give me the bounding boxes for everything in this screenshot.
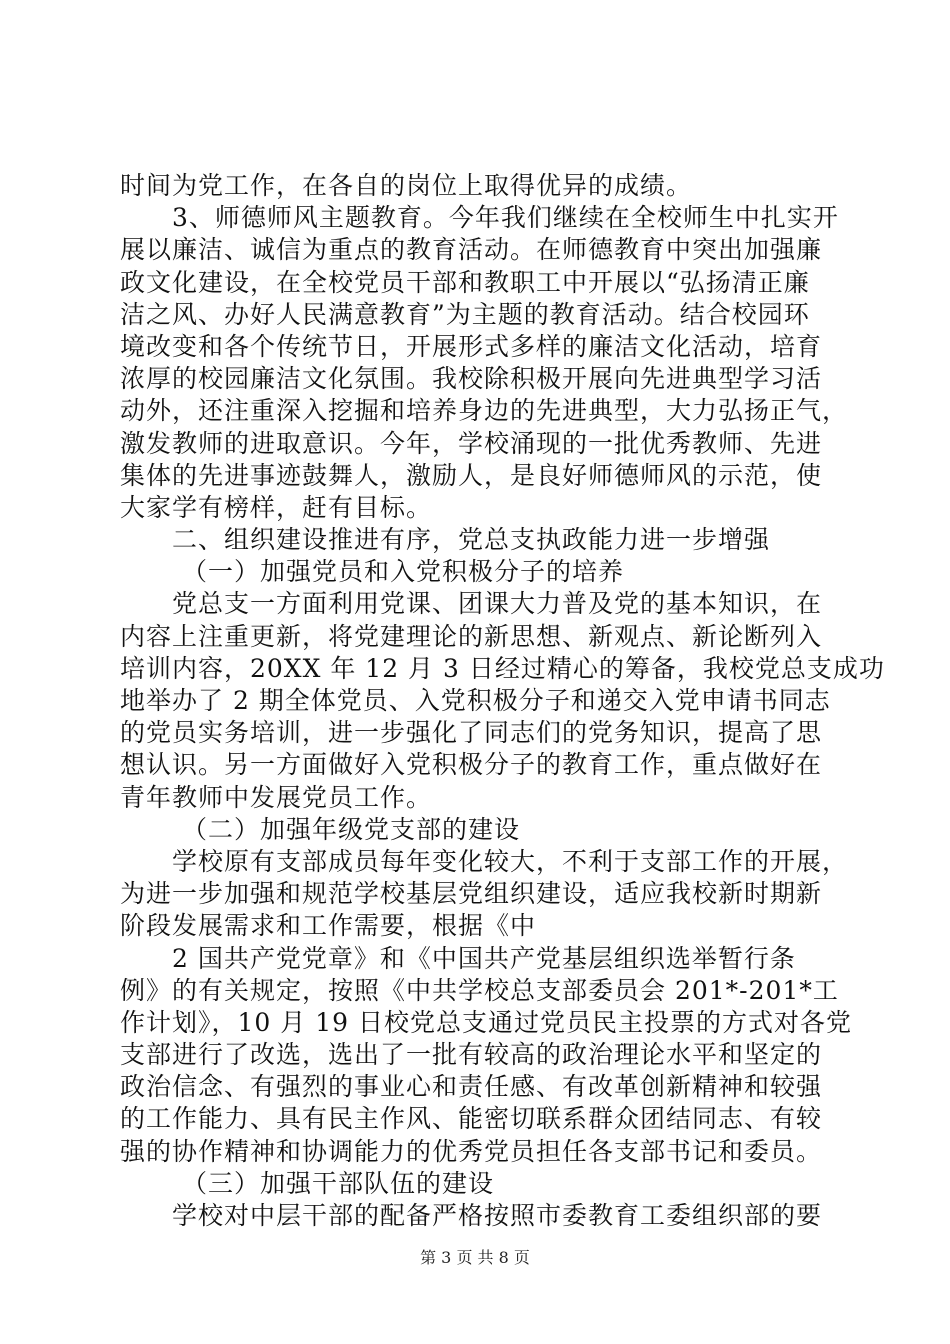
text-line: 强的协作精神和协调能力的优秀党员担任各支部书记和委员。 [120,1136,823,1166]
text-line: 作计划》，10 月 19 日校党总支通过党员民主投票的方式对各党 [120,1007,852,1037]
text-line: 二、组织建设推进有序，党总支执政能力进一步增强 [172,525,771,555]
text-line: 培训内容，20XX 年 12 月 3 日经过精心的筹备，我校党总支成功 [120,653,885,683]
text-line: 3、师德师风主题教育。今年我们继续在全校师生中扎实开 [172,203,839,233]
text-line: （二）加强年级党支部的建设 [182,814,521,844]
text-line: （三）加强干部队伍的建设 [182,1168,495,1198]
text-line: 激发教师的进取意识。今年，学校涌现的一批优秀教师、先进 [120,428,823,458]
text-line: 学校原有支部成员每年变化较大，不利于支部工作的开展， [172,846,849,876]
text-line: 的党员实务培训，进一步强化了同志们的党务知识，提高了思 [120,718,823,748]
text-line: 2 国共产党党章》和《中国共产党基层组织选举暂行条 [172,943,796,973]
text-line: 党总支一方面利用党课、团课大力普及党的基本知识，在 [172,589,823,619]
text-line: 内容上注重更新，将党建理论的新思想、新观点、新论断列入 [120,621,823,651]
text-line: 大家学有榜样，赶有目标。 [120,492,433,522]
text-line: 青年教师中发展党员工作。 [120,782,433,812]
page-footer: 第 3 页 共 8 页 [420,1248,530,1267]
text-line: （一）加强党员和入党积极分子的培养 [182,557,625,587]
text-line: 时间为党工作，在各自的岗位上取得优异的成绩。 [120,171,693,200]
text-line: 浓厚的校园廉洁文化氛围。我校除积极开展向先进典型学习活 [120,364,823,394]
text-line: 境改变和各个传统节日，开展形式多样的廉洁文化活动，培育 [120,331,823,361]
text-line: 展以廉洁、诚信为重点的教育活动。在师德教育中突出加强廉 [120,235,823,265]
text-line: 集体的先进事迹鼓舞人，激励人，是良好师德师风的示范，使 [120,460,823,490]
text-line: 支部进行了改选，选出了一批有较高的政治理论水平和坚定的 [120,1040,823,1070]
text-line: 动外，还注重深入挖掘和培养身边的先进典型，大力弘扬正气， [120,396,849,426]
text-line: 阶段发展需求和工作需要，根据《中 [120,911,537,941]
text-line: 想认识。另一方面做好入党积极分子的教育工作，重点做好在 [120,750,823,780]
text-line: 学校对中层干部的配备严格按照市委教育工委组织部的要 [172,1201,823,1230]
text-line: 政文化建设，在全校党员干部和教职工中开展以“弘扬清正廉 [120,267,810,297]
text-line: 地举办了 2 期全体党员、入党积极分子和递交入党申请书同志 [120,686,831,715]
document-body [120,170,885,1232]
text-line: 为进一步加强和规范学校基层党组织建设，适应我校新时期新 [120,879,823,909]
text-line: 政治信念、有强烈的事业心和责任感、有改革创新精神和较强 [120,1072,823,1102]
text-line: 洁之风、办好人民满意教育”为主题的教育活动。结合校园环 [120,299,810,329]
text-line: 的工作能力、具有民主作风、能密切联系群众团结同志、有较 [120,1104,823,1134]
text-line: 例》的有关规定，按照《中共学校总支部委员会 201*-201*工 [120,975,839,1005]
